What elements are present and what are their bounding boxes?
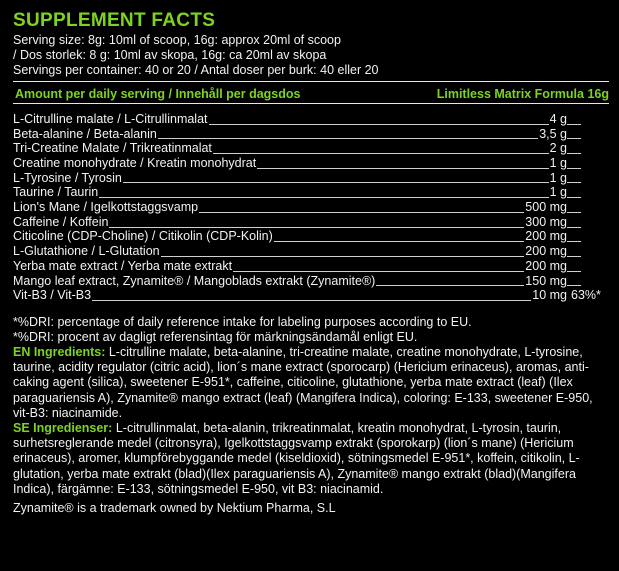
ingredients-en [13,345,609,421]
row-leader-line [233,270,524,272]
row-tail-line [567,123,581,125]
nutrient-amount: 200 mg [525,244,567,259]
nutrient-name: Taurine / Taurin [13,185,99,200]
row-tail-line [567,181,581,183]
table-row [13,127,609,142]
supplement-facts-panel [13,10,609,516]
dri-notes [13,315,609,345]
row-leader-line [213,152,549,154]
nutrient-name: Yerba mate extract / Yerba mate extrakt [13,258,233,273]
divider-header [13,103,609,104]
nutrient-amount: 300 mg [525,214,567,229]
nutrient-amount: 1 g [549,170,567,185]
row-tail-line [567,240,581,242]
row-tail-line [567,137,581,139]
nutrient-amount: 1 g [549,156,567,171]
row-leader-line [99,196,548,198]
servings-per-container: Servings per container: 40 or 20 / Antal doser per burk: 40 eller 20 [13,63,379,77]
nutrient-amount: 200 mg [525,229,567,244]
table-row [13,230,609,245]
table-row [13,171,609,186]
trademark-footer: Zynamite® is a trademark owned by Nektium Pharma, S.L [13,500,336,515]
nutrient-name: Creatine monohydrate / Kreatin monohydrat [13,156,257,171]
ingredients-en-text: L-citrulline malate, beta-alanine, tri-creatine malate, creatine monohydrate, L-tyrosine, taurine, acidity regulator (citric acid), lion´s mane extract (sporocarp) (Hericium erinaceus), aromas, anti-caking agent (silica), sweetener E-951*, caffeine, citicoline, glutathione, yerba mate extract (leaf) (Ilex paraguariensis A), Zynamite® mango extract (leaf) (Mangifera Indica), coloring: E-133, sweetener E-950, vit-B3: niacinamide. [13,344,593,420]
nutrient-amount: 500 mg [525,200,567,215]
nutrient-name: Beta-alanine / Beta-alanin [13,126,157,141]
ingredients-se-label: SE Ingredienser: [13,420,113,435]
nutrient-name: Tri-Creatine Malate / Trikreatinmalat [13,141,212,156]
table-row [13,200,609,215]
table-row [13,185,609,200]
dri-note-se: *%DRI: procent av dagligt referensintag för märkningsändamål enligt EU. [13,329,418,344]
ingredients-se-text: L-citrullinmalat, beta-alanin, trikreatinmalat, kreatin monohydrat, L-tyrosin, taurin, surhetsreglerande medel (citronsyra), Igelkottstaggsvamp extrakt (sporokarp) (lion´s mane) (Hericium erinaceus), aromer, klumpförebyggande medel (kiseldioxid), sötningsmedel E-951*, koffein, citikolin, L-glutation, yerba mate extrakt (blad)(Ilex paraguariensis A), Zynamite® mango extrakt (blad)(Mangifera Indica), färgämne: E-133, sötningsmedel E-950, vit B3: niacinamid. [13,420,580,496]
table-row [13,156,609,171]
table-row [13,141,609,156]
row-tail-line [567,152,581,154]
panel-title: SUPPLEMENT FACTS [13,10,216,31]
row-leader-line [376,284,524,286]
row-leader-line [209,123,549,125]
row-tail-line [567,255,581,257]
nutrient-dri: 63%* [571,288,601,303]
table-row [13,274,609,289]
divider-top [13,81,609,82]
row-tail-line [567,211,581,213]
table-header [13,85,609,103]
nutrient-name: Citicoline (CDP-Choline) / Citikolin (CDP-Kolin) [13,229,273,244]
row-leader-line [109,226,524,228]
nutrient-amount: 2 g [549,141,567,156]
table-row [13,215,609,230]
table-row [13,259,609,274]
nutrient-amount: 10 mg [532,288,567,303]
row-leader-line [161,255,525,257]
row-tail-line [567,196,581,198]
nutrient-amount: 150 mg [525,273,567,288]
nutrient-name: Lion's Mane / Igelkottstaggsvamp [13,200,199,215]
nutrient-name: Caffeine / Koffein [13,214,109,229]
nutrient-amount: 1 g [549,185,567,200]
table-row [13,112,609,127]
nutrient-amount: 3,5 g [539,126,567,141]
dri-note-en: *%DRI: percentage of daily reference intake for labeling purposes according to EU. [13,314,472,329]
serving-info [13,33,609,78]
row-tail-line [567,226,581,228]
row-leader-line [257,167,548,169]
nutrient-table [13,112,609,303]
row-leader-line [274,240,525,242]
nutrient-name: L-Glutathione / L-Glutation [13,244,160,259]
nutrient-name: L-Tyrosine / Tyrosin [13,170,122,185]
table-row [13,244,609,259]
row-tail-line [567,270,581,272]
nutrient-name: Mango leaf extract, Zynamite® / Mangoblads extrakt (Zynamite®) [13,273,376,288]
header-amount-label: Amount per daily serving / Innehåll per dagsdos [15,87,301,101]
row-tail-line [567,167,581,169]
header-formula-label: Limitless Matrix Formula 16g [436,87,609,101]
serving-size-en: Serving size: 8g: 10ml of scoop, 16g: approx 20ml of scoop [13,33,341,47]
ingredients-en-label: EN Ingredients: [13,344,106,359]
ingredients-se [13,421,609,497]
row-leader-line [199,211,524,213]
table-row [13,288,609,303]
nutrient-name: Vit-B3 / Vit-B3 [13,288,92,303]
nutrient-amount: 200 mg [525,258,567,273]
nutrient-amount: 4 g [549,111,567,126]
row-leader-line [123,181,549,183]
row-tail-line [567,284,581,286]
row-leader-line [92,299,531,301]
row-leader-line [158,137,538,139]
serving-size-se: / Dos storlek: 8 g: 10ml av skopa, 16g: ca 20ml av skopa [13,48,327,62]
nutrient-name: L-Citrulline malate / L-Citrullinmalat [13,111,208,126]
